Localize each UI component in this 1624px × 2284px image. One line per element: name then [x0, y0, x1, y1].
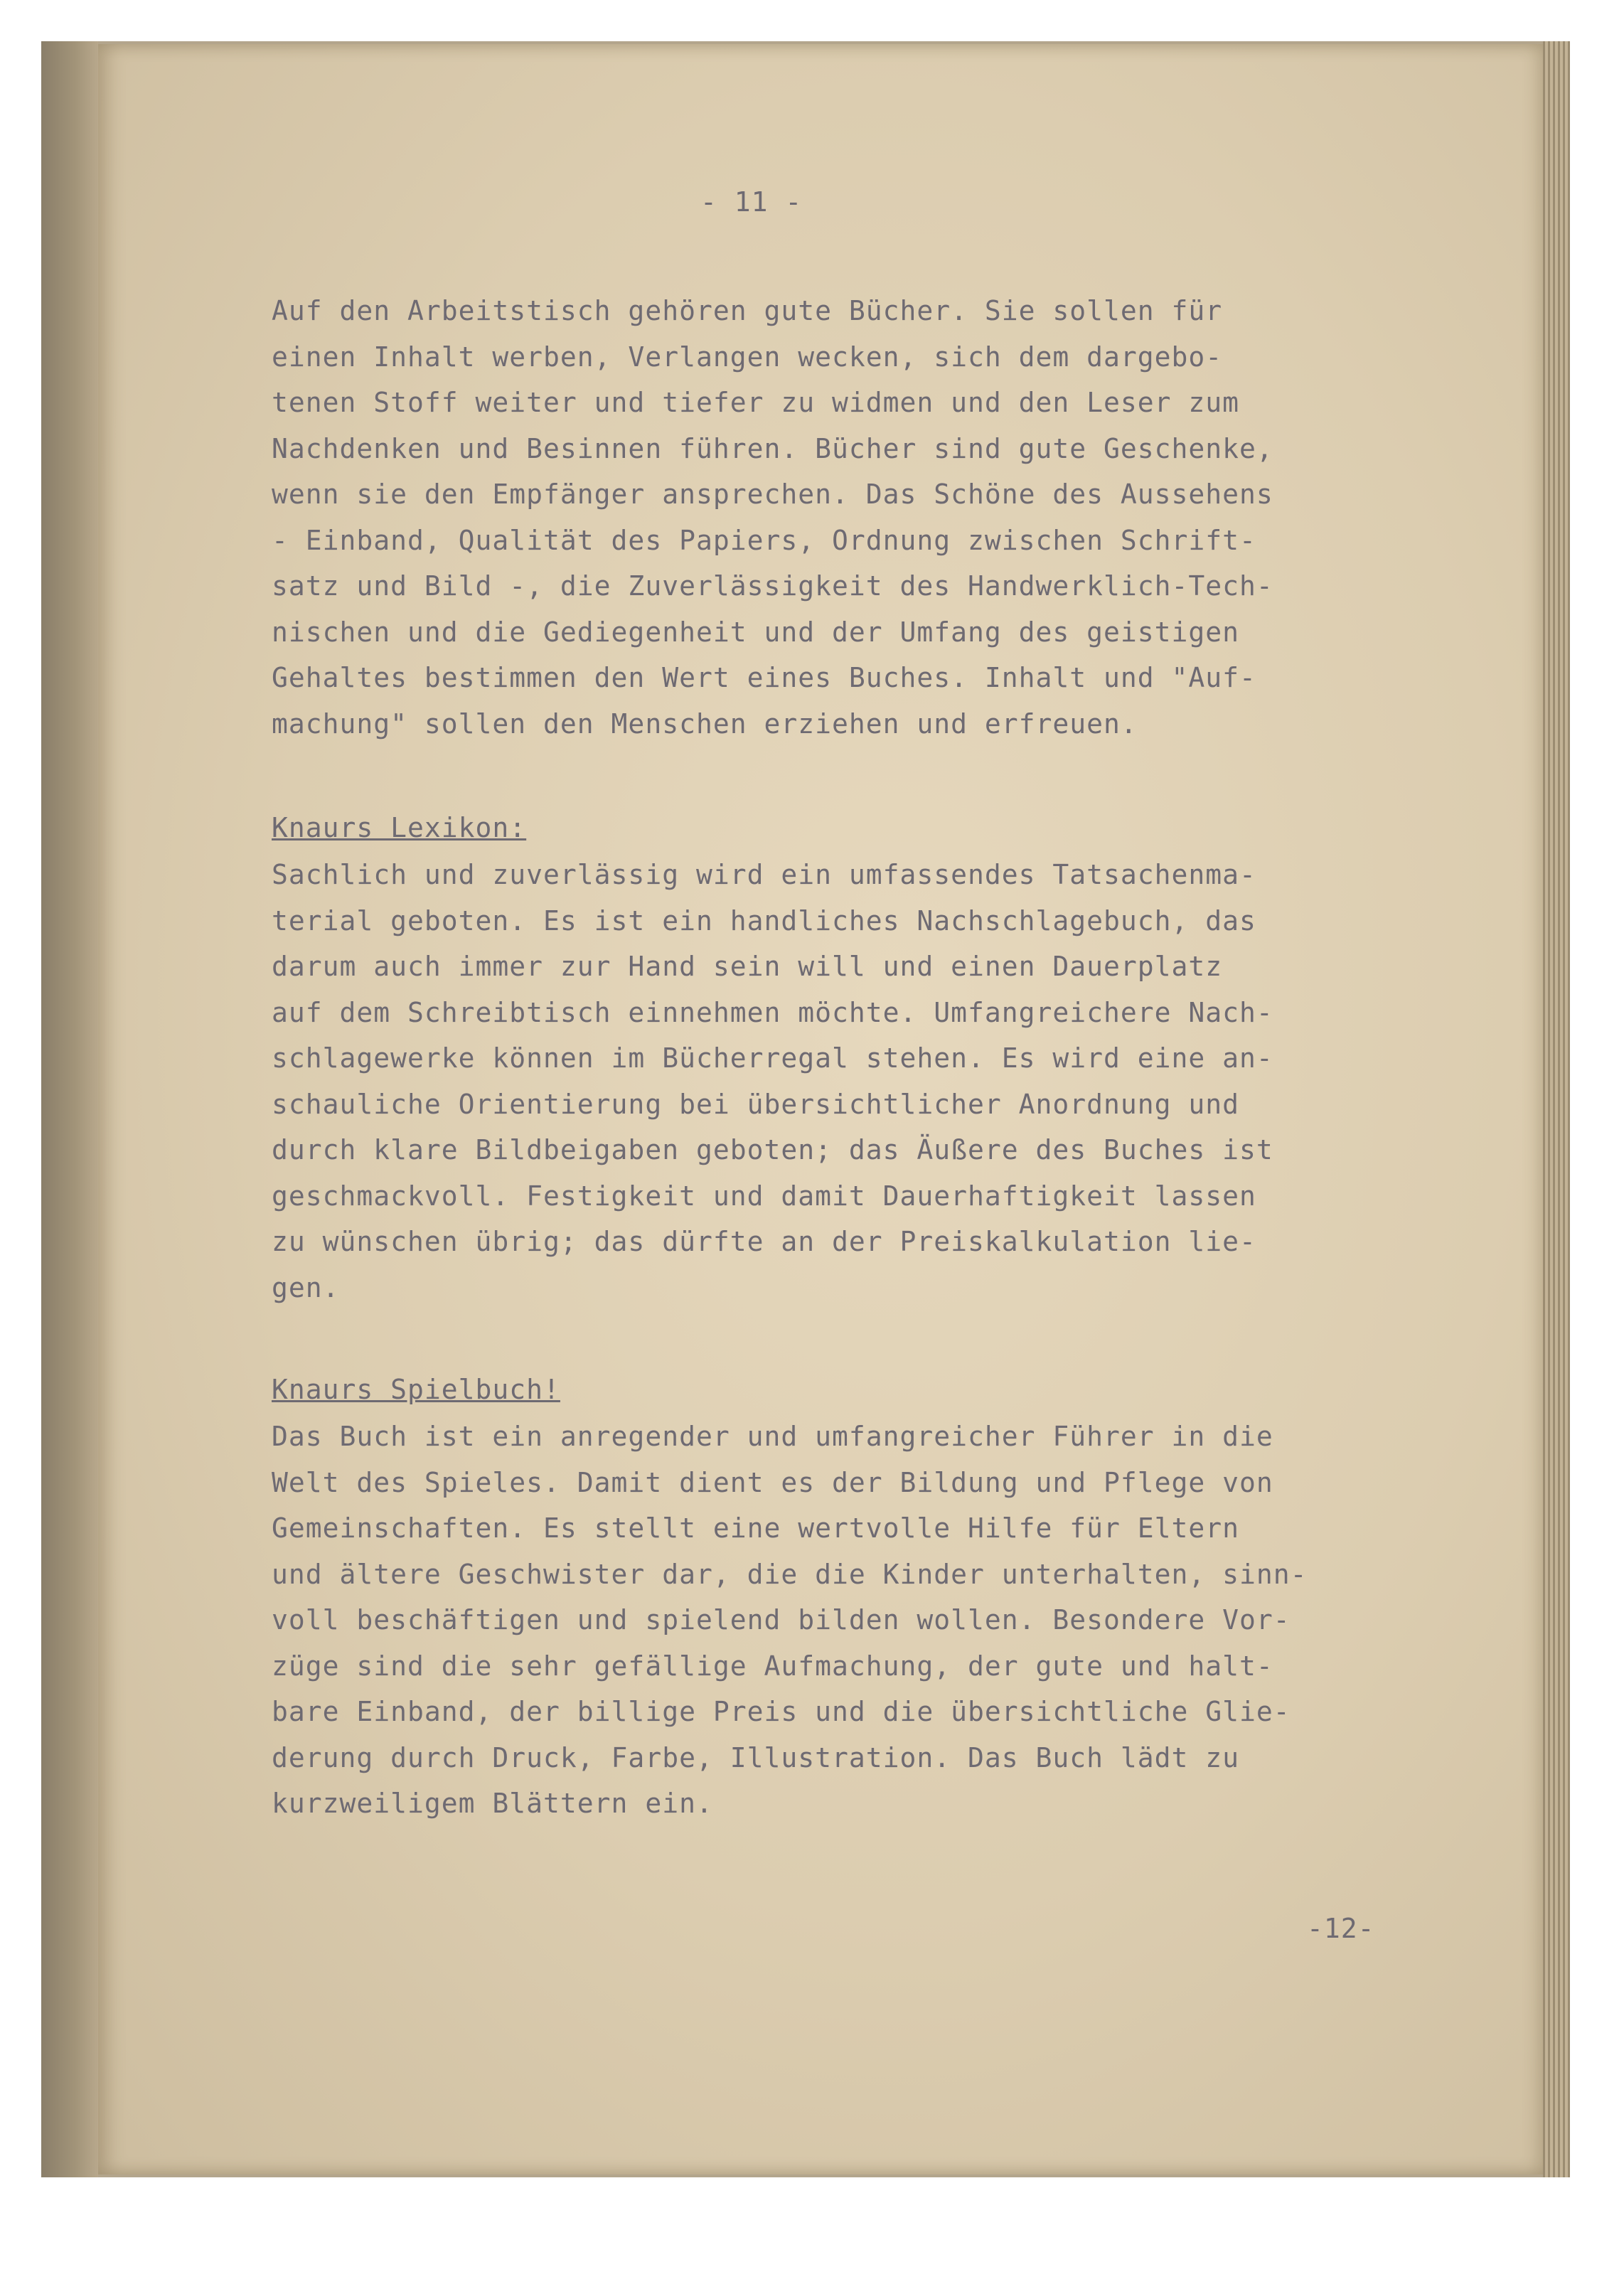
text-line: geschmackvoll. Festigkeit und damit Dauerhaftigkeit lassen: [272, 1180, 1256, 1212]
text-line: einen Inhalt werben, Verlangen wecken, sich dem dargebo-: [272, 341, 1223, 373]
text-line: Gemeinschaften. Es stellt eine wertvolle Hilfe für Eltern: [272, 1512, 1240, 1544]
text-line: Das Buch ist ein anregender und umfangreicher Führer in die: [272, 1421, 1273, 1452]
text-line: - Einband, Qualität des Papiers, Ordnung zwischen Schrift-: [272, 524, 1256, 556]
book-spine-shadow: [41, 41, 98, 2177]
text-line: durch klare Bildbeigaben geboten; das Äußere des Buches ist: [272, 1134, 1273, 1165]
text-line: Sachlich und zuverlässig wird ein umfassendes Tatsachenma-: [272, 859, 1256, 890]
text-line: Nachdenken und Besinnen führen. Bücher sind gute Geschenke,: [272, 432, 1273, 464]
lexikon-heading: Knaurs Lexikon:: [272, 812, 527, 843]
text-line: satz und Bild -, die Zuverlässigkeit des Handwerklich-Tech-: [272, 570, 1273, 602]
page-edges: [1543, 41, 1570, 2177]
text-line: bare Einband, der billige Preis und die übersichtliche Glie-: [272, 1696, 1291, 1727]
text-line: Auf den Arbeitstisch gehören gute Bücher. Sie sollen für: [272, 295, 1223, 326]
text-line: wenn sie den Empfänger ansprechen. Das Schöne des Aussehens: [272, 479, 1273, 510]
text-line: Gehaltes bestimmen den Wert eines Buches. Inhalt und "Auf-: [272, 662, 1256, 693]
lexikon-paragraph: [272, 852, 1273, 1311]
text-line: züge sind die sehr gefällige Aufmachung, der gute und halt-: [272, 1650, 1273, 1682]
text-line: machung" sollen den Menschen erziehen und erfreuen.: [272, 708, 1138, 740]
spielbuch-heading: Knaurs Spielbuch!: [272, 1374, 560, 1405]
next-page-catchword: -12-: [1307, 1913, 1375, 1944]
text-line: tenen Stoff weiter und tiefer zu widmen und den Leser zum: [272, 387, 1240, 418]
text-line: gen.: [272, 1271, 340, 1303]
text-line: nischen und die Gediegenheit und der Umfang des geistigen: [272, 616, 1240, 648]
text-line: derung durch Druck, Farbe, Illustration. Das Buch lädt zu: [272, 1741, 1240, 1773]
text-line: schlagewerke können im Bücherregal stehen. Es wird eine an-: [272, 1042, 1273, 1074]
spielbuch-paragraph: [272, 1414, 1308, 1827]
text-line: zu wünschen übrig; das dürfte an der Preiskalkulation lie-: [272, 1226, 1256, 1257]
text-line: Welt des Spieles. Damit dient es der Bildung und Pflege von: [272, 1466, 1273, 1498]
text-line: und ältere Geschwister dar, die die Kinder unterhalten, sinn-: [272, 1558, 1308, 1590]
intro-paragraph: [272, 288, 1273, 747]
text-line: darum auch immer zur Hand sein will und einen Dauerplatz: [272, 951, 1223, 982]
text-line: auf dem Schreibtisch einnehmen möchte. Umfangreichere Nach-: [272, 996, 1273, 1028]
text-line: kurzweiligem Blättern ein.: [272, 1788, 713, 1819]
text-line: terial geboten. Es ist ein handliches Nachschlagebuch, das: [272, 904, 1256, 936]
text-line: schauliche Orientierung bei übersichtlicher Anordnung und: [272, 1088, 1240, 1120]
page-number: - 11 -: [700, 186, 803, 218]
text-line: voll beschäftigen und spielend bilden wollen. Besondere Vor-: [272, 1604, 1291, 1635]
